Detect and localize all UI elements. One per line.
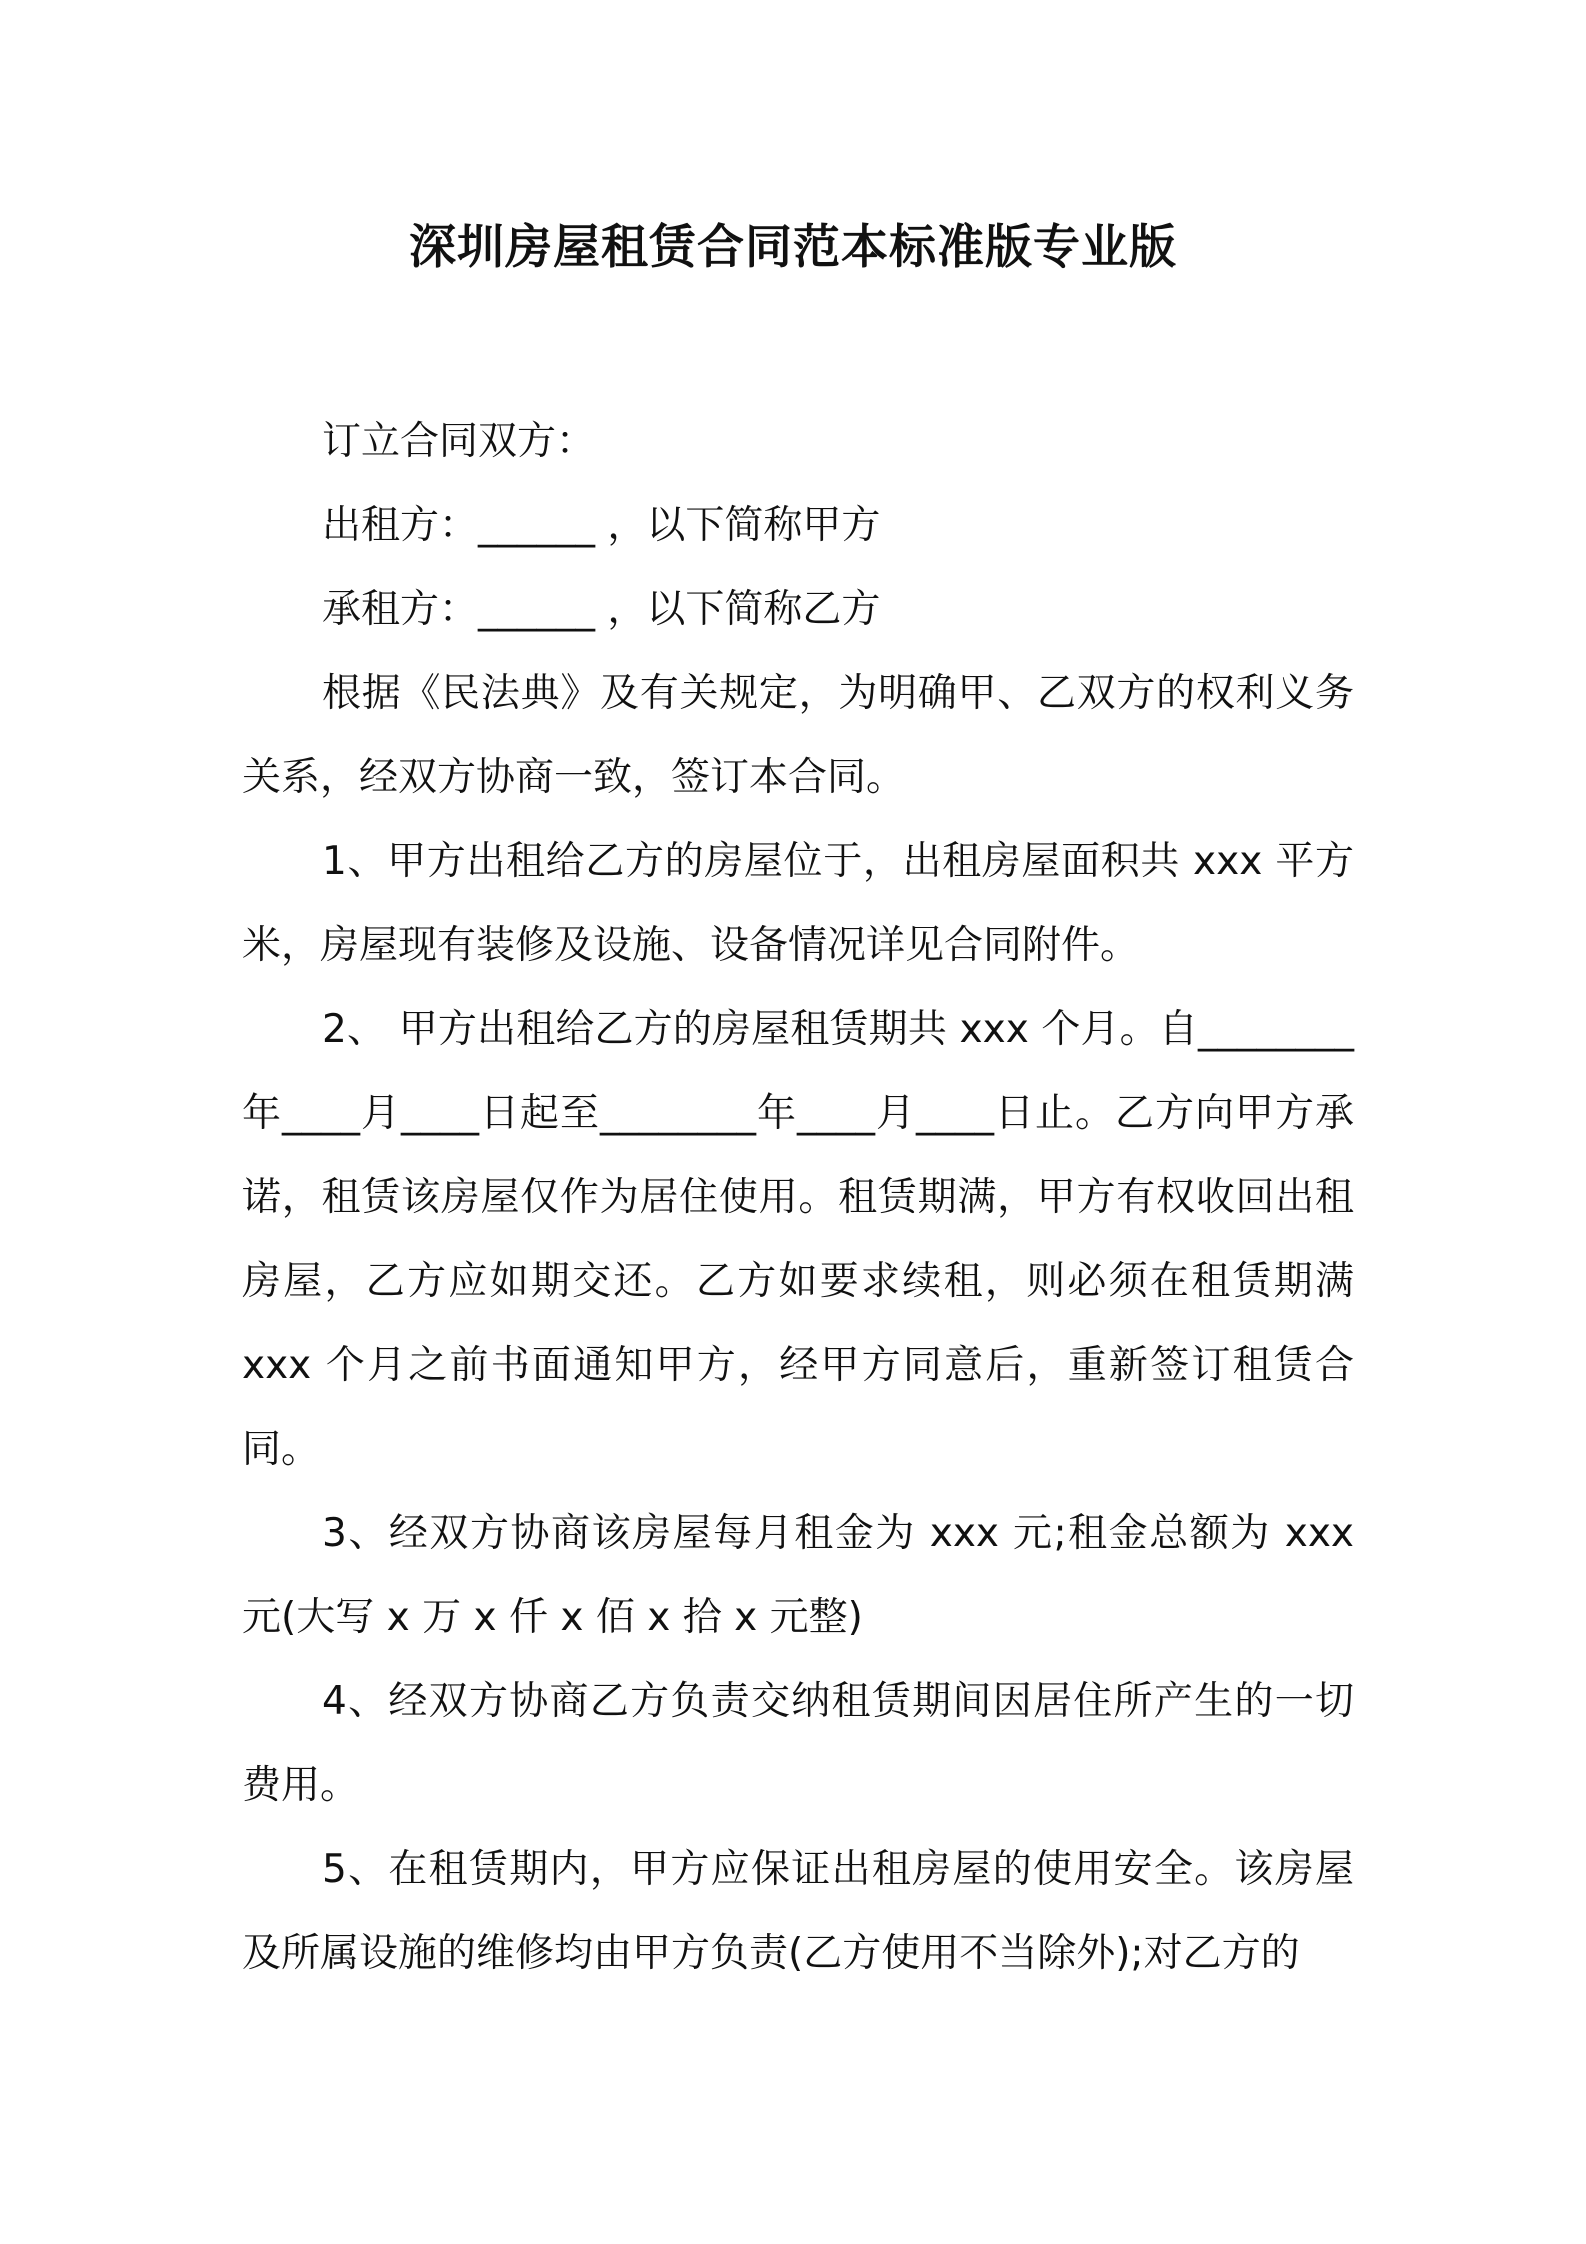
preamble-paragraph: 根据《民法典》及有关规定，为明确甲、乙双方的权利义务关系，经双方协商一致，签订本合同。 bbox=[242, 671, 1354, 800]
document-body bbox=[242, 400, 1354, 1996]
clause-4: 4、经双方协商乙方负责交纳租赁期间因居住所产生的一切费用。 bbox=[242, 1679, 1354, 1808]
clause-3: 3、经双方协商该房屋每月租金为 xxx 元;租金总额为 xxx 元(大写 x 万 x 仟 x 佰 x 拾 x 元整) bbox=[242, 1511, 1354, 1640]
clause-1: 1、甲方出租给乙方的房屋位于，出租房屋面积共 xxx 平方米，房屋现有装修及设施、设备情况详见合同附件。 bbox=[242, 839, 1354, 968]
clause-5: 5、在租赁期内，甲方应保证出租房屋的使用安全。该房屋及所属设施的维修均由甲方负责(乙方使用不当除外);对乙方的 bbox=[242, 1847, 1354, 1976]
document-title: 深圳房屋租赁合同范本标准版专业版 bbox=[409, 220, 1177, 275]
clause-2: 2、 甲方出租给乙方的房屋租赁期共 xxx 个月。自________年____月____日起至________年____月____日止。乙方向甲方承诺，租赁该房屋仅作为居住使用。租赁期满，甲方有权收回出租房屋，乙方应如期交还。乙方如要求续租，则必须在租赁期满 xxx 个月之前书面通知甲方，经甲方同意后，重新签订租赁合同。 bbox=[242, 1007, 1354, 1472]
lessee-line: 承租方：______ ，以下简称乙方 bbox=[322, 587, 881, 632]
parties-heading: 订立合同双方： bbox=[322, 419, 596, 464]
lessor-line: 出租方：______ ，以下简称甲方 bbox=[322, 503, 881, 548]
